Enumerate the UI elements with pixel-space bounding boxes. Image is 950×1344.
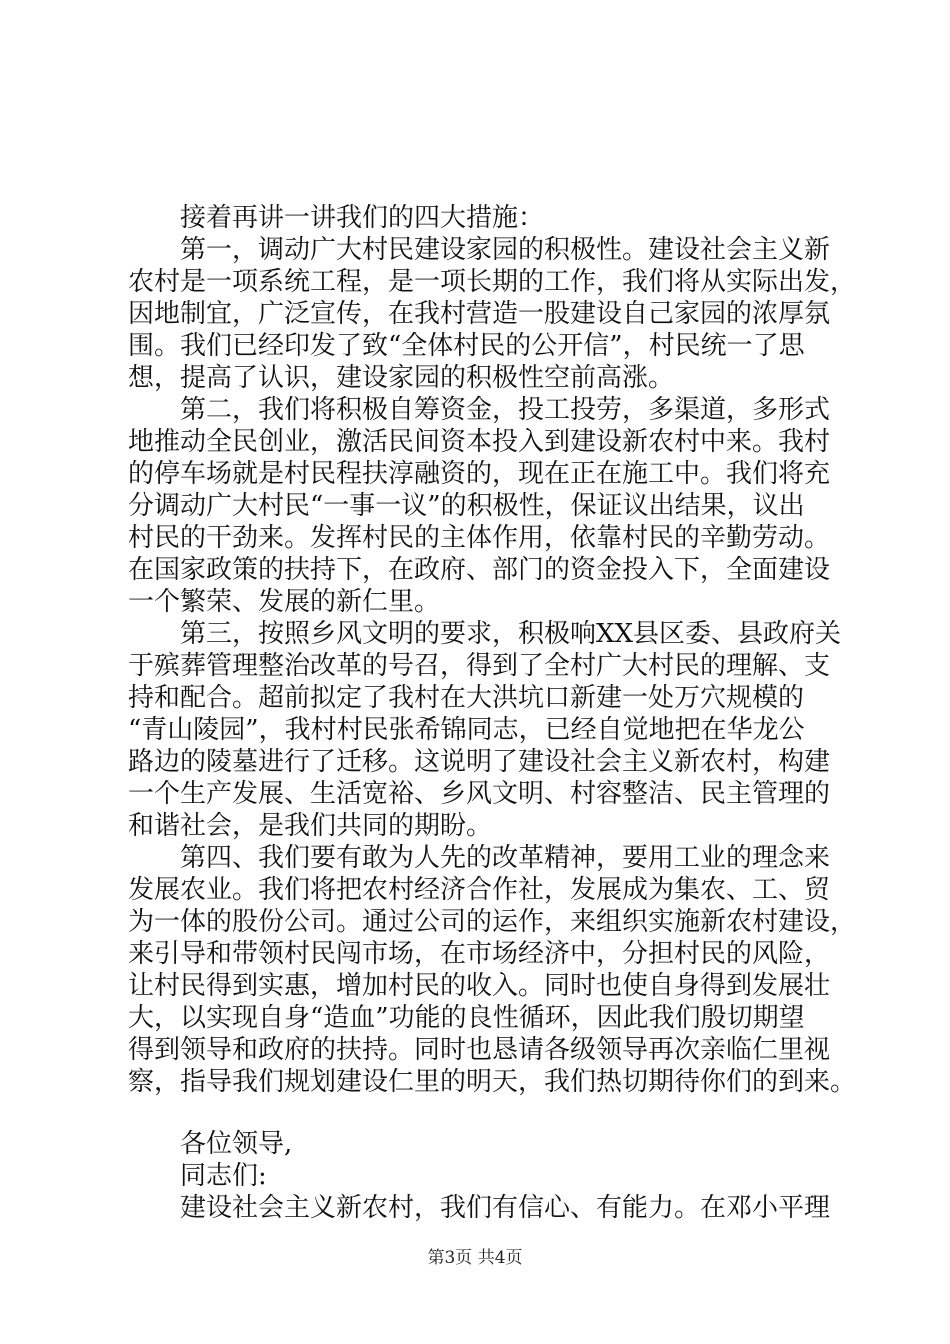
text-line: 农村是一项系统工程，是一项长期的工作，我们将从实际出发， bbox=[128, 267, 857, 297]
text-line: 让村民得到实惠，增加村民的收入。同时也使自身得到发展壮 bbox=[128, 971, 831, 1001]
text-line: 一个生产发展、生活宽裕、乡风文明、村容整洁、民主管理的 bbox=[128, 779, 831, 809]
text-line: 察，指导我们规划建设仁里的明天，我们热切期待你们的到来。 bbox=[128, 1067, 857, 1097]
text-line: “青山陵园”，我村村民张希锦同志，已经自觉地把在华龙公 bbox=[128, 715, 805, 745]
text-line: 想，提高了认识，建设家园的积极性空前高涨。 bbox=[128, 363, 675, 393]
text-line: 一个繁荣、发展的新仁里。 bbox=[128, 587, 441, 617]
text-line: 第一，调动广大村民建设家园的积极性。建设社会主义新 bbox=[180, 235, 831, 265]
text-line: 村民的干劲来。发挥村民的主体作用，依靠村民的辛勤劳动。 bbox=[128, 523, 831, 553]
text-line: 的停车场就是村民程扶淳融资的，现在正在施工中。我们将充 bbox=[128, 459, 831, 489]
text-line: 接着再讲一讲我们的四大措施： bbox=[180, 203, 545, 233]
salutation-line: 同志们: bbox=[180, 1161, 267, 1191]
text-line: 第四、我们要有敢为人先的改革精神，要用工业的理念来 bbox=[180, 843, 831, 873]
text-line: 为一体的股份公司。通过公司的运作，来组织实施新农村建设， bbox=[128, 907, 857, 937]
text-line: 分调动广大村民“一事一议”的积极性，保证议出结果，议出 bbox=[128, 491, 805, 521]
text-line: 于殡葬管理整治改革的号召，得到了全村广大村民的理解、支 bbox=[128, 651, 831, 681]
text-line: 围。我们已经印发了致“全体村民的公开信”，村民统一了思 bbox=[128, 331, 805, 361]
text-line: 在国家政策的扶持下，在政府、部门的资金投入下，全面建设 bbox=[128, 555, 831, 585]
document-body bbox=[128, 202, 857, 1224]
text-line: 和谐社会，是我们共同的期盼。 bbox=[128, 811, 493, 841]
text-line: 来引导和带领村民闯市场，在市场经济中，分担村民的风险， bbox=[128, 939, 831, 969]
page-footer: 第3页 共4页 bbox=[427, 1248, 523, 1268]
text-line: 地推动全民创业，激活民间资本投入到建设新农村中来。我村 bbox=[128, 427, 831, 457]
text-line: 第二，我们将积极自筹资金，投工投劳，多渠道，多形式 bbox=[180, 395, 831, 425]
text-line: 得到领导和政府的扶持。同时也恳请各级领导再次亲临仁里视 bbox=[128, 1035, 831, 1065]
paragraph-gap bbox=[128, 1098, 848, 1128]
salutation-line: 各位领导, bbox=[180, 1129, 293, 1159]
text-line: 大，以实现自身“造血”功能的良性循环，因此我们殷切期望 bbox=[128, 1003, 805, 1033]
text-line: 路边的陵墓进行了迁移。这说明了建设社会主义新农村，构建 bbox=[128, 747, 831, 777]
text-line: 第三，按照乡风文明的要求，积极响XX县区委、县政府关 bbox=[180, 619, 842, 649]
text-line: 发展农业。我们将把农村经济合作社，发展成为集农、工、贸 bbox=[128, 875, 831, 905]
text-line: 因地制宜，广泛宣传，在我村营造一股建设自己家园的浓厚氛 bbox=[128, 299, 831, 329]
text-line: 持和配合。超前拟定了我村在大洪坑口新建一处万穴规模的 bbox=[128, 683, 805, 713]
text-line: 建设社会主义新农村，我们有信心、有能力。在邓小平理 bbox=[180, 1193, 831, 1223]
